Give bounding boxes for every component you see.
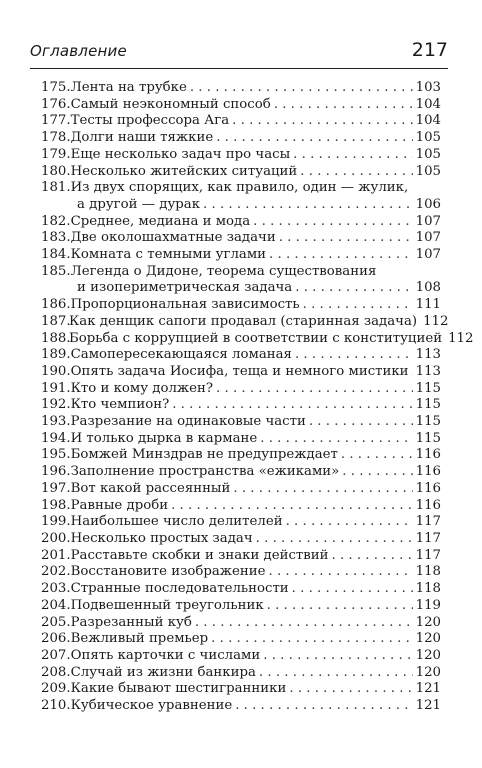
- toc-entry-number: 202.: [41, 564, 71, 580]
- toc-entry-title: Какие бывают шестигранники: [70, 681, 287, 697]
- toc-entry[interactable]: [41, 447, 441, 464]
- toc-entry-page: 116: [415, 464, 441, 480]
- toc-entry-title: Несколько простых задач: [70, 530, 253, 546]
- toc-entry-number: 188.: [41, 330, 71, 346]
- toc-entry[interactable]: [41, 147, 441, 164]
- toc-entry-page: 107: [415, 247, 441, 263]
- toc-entry-page: 119: [415, 597, 441, 613]
- toc-entry-number: 189.: [41, 347, 71, 363]
- toc-entry-page: 121: [415, 681, 441, 697]
- toc-entry-number: 194.: [41, 430, 71, 446]
- toc-entry-title: Заполнение пространства «ежиками»: [70, 464, 340, 480]
- dot-leader: [253, 214, 412, 231]
- toc-entry-page: 115: [415, 430, 441, 446]
- toc-entry-number: 175.: [41, 80, 71, 95]
- dot-leader: [269, 564, 413, 581]
- dot-leader: [171, 498, 413, 515]
- dot-leader: [232, 113, 412, 130]
- dot-leader: [235, 698, 412, 715]
- toc-entry[interactable]: [41, 698, 441, 715]
- running-head-title: Оглавление: [30, 42, 127, 60]
- toc-entry-number: 198.: [41, 497, 71, 513]
- toc-entry-title: Подвешенный треугольник: [70, 597, 264, 613]
- toc-entry[interactable]: [41, 330, 474, 348]
- toc-entry-title: Легенда о Дидоне, теорема существования: [70, 263, 377, 279]
- toc-entry-number: 184.: [41, 247, 71, 263]
- toc-entry[interactable]: [41, 130, 441, 147]
- toc-entry-title: Наибольшее число делителей: [70, 514, 283, 530]
- dot-leader: [295, 280, 412, 297]
- toc-entry-page: 120: [415, 647, 441, 663]
- toc-entry-page: 105: [415, 163, 441, 179]
- toc-entry-title: а другой — дурак: [77, 196, 201, 212]
- toc-entry-number: 181.: [41, 180, 71, 196]
- toc-entry-page: 120: [415, 614, 441, 630]
- toc-entry-title: Несколько житейских ситуаций: [70, 163, 298, 179]
- dot-leader: [412, 364, 413, 381]
- toc-entry-page: 105: [415, 146, 441, 162]
- dot-leader: [274, 97, 413, 114]
- toc-entry[interactable]: [41, 264, 441, 297]
- toc-entry[interactable]: [41, 364, 441, 381]
- toc-entry-title: Самый неэкономный способ: [70, 96, 271, 112]
- toc-entry-number: 176.: [41, 96, 71, 112]
- toc-entry-page: 105: [415, 130, 441, 146]
- toc-entry-title: Долги наши тяжкие: [70, 130, 214, 146]
- dot-leader: [331, 548, 412, 565]
- toc-entry[interactable]: [41, 347, 441, 364]
- toc-entry[interactable]: [41, 214, 441, 231]
- dot-leader: [172, 397, 412, 414]
- toc-entry-page: 108: [415, 280, 441, 296]
- toc-entry[interactable]: [41, 648, 441, 665]
- dot-leader: [267, 598, 413, 615]
- toc-entry-number: 208.: [41, 664, 71, 680]
- toc-entry-page: 103: [415, 80, 441, 95]
- toc-entry[interactable]: [41, 431, 441, 448]
- toc-entry-page: 118: [415, 564, 441, 580]
- page-number: 217: [411, 39, 448, 61]
- dot-leader: [300, 164, 412, 181]
- dot-leader: [195, 615, 413, 632]
- toc-entry-number: 204.: [41, 597, 71, 613]
- toc-entry-page: 115: [415, 397, 441, 413]
- toc-entry-title: И только дырка в кармане: [70, 430, 258, 446]
- dot-leader: [289, 681, 412, 698]
- table-of-contents: [41, 80, 474, 715]
- dot-leader: [263, 648, 412, 665]
- toc-entry-number: 185.: [41, 263, 71, 279]
- toc-entry-number: 207.: [41, 647, 71, 663]
- dot-leader: [203, 197, 413, 214]
- toc-entry[interactable]: [41, 313, 449, 331]
- toc-entry-number: 190.: [41, 363, 71, 379]
- toc-entry-title: Равные дроби: [70, 497, 169, 513]
- toc-entry[interactable]: [41, 598, 441, 615]
- toc-entry-page: 120: [415, 664, 441, 680]
- toc-entry-page: 106: [415, 196, 441, 212]
- toc-entry-title: Лента на трубке: [70, 80, 187, 95]
- dot-leader: [342, 464, 412, 481]
- dot-leader: [292, 581, 413, 598]
- toc-entry-page: 107: [415, 213, 441, 229]
- toc-entry-title: Среднее, медиана и мода: [70, 213, 251, 229]
- toc-entry-number: 192.: [41, 397, 71, 413]
- toc-entry-page: 113: [415, 347, 441, 363]
- toc-entry-page: 121: [415, 698, 441, 714]
- toc-entry[interactable]: [41, 681, 441, 698]
- toc-entry-number: 209.: [41, 681, 71, 697]
- toc-entry-title: Комната с темными углами: [70, 247, 267, 263]
- toc-entry[interactable]: [41, 665, 441, 682]
- toc-entry-title: Из двух спорящих, как правило, один — жулик,: [70, 180, 409, 196]
- toc-entry-number: 180.: [41, 163, 71, 179]
- toc-entry-number: 205.: [41, 614, 71, 630]
- toc-entry-number: 200.: [41, 530, 71, 546]
- toc-entry-page: 118: [415, 581, 441, 597]
- toc-entry-page: 116: [415, 480, 441, 496]
- dot-leader: [269, 247, 413, 264]
- toc-entry[interactable]: [41, 247, 441, 264]
- toc-entry-page: 104: [415, 113, 441, 129]
- toc-entry-title: Опять задача Иосифа, теща и немного мистики: [70, 363, 409, 379]
- dot-leader: [279, 230, 413, 247]
- toc-entry-number: 199.: [41, 514, 71, 530]
- toc-entry-number: 193.: [41, 414, 71, 430]
- toc-entry-number: 177.: [41, 113, 71, 129]
- toc-entry[interactable]: [41, 297, 441, 314]
- toc-entry-page: 116: [415, 497, 441, 513]
- toc-entry[interactable]: [41, 581, 441, 598]
- toc-entry-title: Вот какой рассеянный: [70, 480, 231, 496]
- toc-entry-page: 107: [415, 230, 441, 246]
- dot-leader: [256, 531, 413, 548]
- toc-entry-number: 182.: [41, 213, 71, 229]
- toc-entry[interactable]: [41, 481, 441, 498]
- dot-leader: [233, 481, 412, 498]
- toc-entry-title: Кто и кому должен?: [70, 380, 214, 396]
- toc-entry-title: и изопериметрическая задача: [77, 280, 293, 296]
- toc-entry-number: 183.: [41, 230, 71, 246]
- toc-entry[interactable]: [41, 531, 441, 548]
- toc-entry[interactable]: [41, 564, 441, 581]
- toc-entry-title: Две околошахматные задачи: [70, 230, 276, 246]
- toc-entry-number: 187.: [41, 313, 71, 329]
- toc-entry-title: Как денщик сапоги продавал (старинная задача): [69, 313, 418, 329]
- toc-entry-title: Тесты профессора Ага: [70, 113, 230, 129]
- toc-entry-number: 186.: [41, 297, 71, 313]
- dot-leader: [211, 631, 412, 648]
- toc-entry[interactable]: [41, 498, 441, 515]
- toc-entry-title: Борьба с коррупцией в соответствии с конституцией: [69, 330, 443, 346]
- toc-entry-page: 115: [415, 380, 441, 396]
- toc-entry-page: 117: [415, 514, 441, 530]
- toc-entry-page: 112: [448, 330, 474, 346]
- toc-entry[interactable]: [41, 615, 441, 632]
- toc-entry-title: Разрезанный куб: [70, 614, 192, 630]
- toc-entry-page: 104: [415, 96, 441, 112]
- toc-entry-number: 197.: [41, 480, 71, 496]
- toc-entry-number: 178.: [41, 130, 71, 146]
- dot-leader: [190, 80, 413, 97]
- dot-leader: [341, 447, 413, 464]
- dot-leader: [303, 297, 413, 314]
- toc-entry-number: 206.: [41, 631, 71, 647]
- toc-entry-number: 210.: [41, 698, 71, 714]
- toc-entry-number: 196.: [41, 464, 71, 480]
- page-header: [30, 28, 448, 69]
- dot-leader: [286, 514, 413, 531]
- toc-entry[interactable]: [41, 80, 441, 97]
- toc-entry-title: Случай из жизни банкира: [70, 664, 256, 680]
- toc-entry[interactable]: [41, 230, 441, 247]
- toc-entry-title: Расставьте скобки и знаки действий: [70, 547, 329, 563]
- toc-entry-title: Еще несколько задач про часы: [70, 146, 291, 162]
- toc-entry-title: Кубическое уравнение: [70, 698, 233, 714]
- toc-entry[interactable]: [41, 97, 441, 114]
- toc-entry-title: Вежливый премьер: [70, 631, 209, 647]
- toc-entry-page: 111: [415, 297, 441, 313]
- toc-entry-title: Опять карточки с числами: [70, 647, 261, 663]
- toc-entry[interactable]: [41, 548, 441, 565]
- toc-entry-title: Восстановите изображение: [70, 564, 266, 580]
- toc-entry[interactable]: [41, 381, 441, 398]
- toc-entry-number: 195.: [41, 447, 71, 463]
- toc-entry-title: Разрезание на одинаковые части: [70, 414, 306, 430]
- toc-entry-number: 191.: [41, 380, 71, 396]
- dot-leader: [216, 381, 413, 398]
- toc-entry-number: 201.: [41, 547, 71, 563]
- toc-entry-number: 203.: [41, 581, 71, 597]
- toc-entry[interactable]: [41, 397, 441, 414]
- toc-entry-page: 117: [415, 530, 441, 546]
- toc-entry-page: 113: [415, 363, 441, 379]
- toc-entry-title: Бомжей Минздрав не предупреждает: [70, 447, 338, 463]
- dot-leader: [259, 665, 413, 682]
- dot-leader: [293, 147, 412, 164]
- toc-entry-page: 112: [423, 313, 449, 329]
- toc-entry-title: Кто чемпион?: [70, 397, 170, 413]
- dot-leader: [309, 414, 413, 431]
- dot-leader: [260, 431, 412, 448]
- toc-entry-title: Странные последовательности: [70, 581, 289, 597]
- toc-entry-title: Пропорциональная зависимость: [70, 297, 300, 313]
- toc-entry-page: 115: [415, 414, 441, 430]
- toc-entry-page: 120: [415, 631, 441, 647]
- toc-entry[interactable]: [41, 464, 441, 481]
- toc-entry-title: Самопересекающаяся ломаная: [70, 347, 292, 363]
- toc-entry[interactable]: [41, 514, 441, 531]
- dot-leader: [295, 347, 413, 364]
- toc-entry[interactable]: [41, 631, 441, 648]
- toc-entry[interactable]: [41, 113, 441, 130]
- toc-entry-page: 116: [415, 447, 441, 463]
- toc-entry[interactable]: [41, 180, 441, 213]
- toc-entry-number: 179.: [41, 146, 71, 162]
- toc-entry[interactable]: [41, 414, 441, 431]
- toc-entry[interactable]: [41, 164, 441, 181]
- dot-leader: [216, 130, 412, 147]
- toc-entry-page: 117: [415, 547, 441, 563]
